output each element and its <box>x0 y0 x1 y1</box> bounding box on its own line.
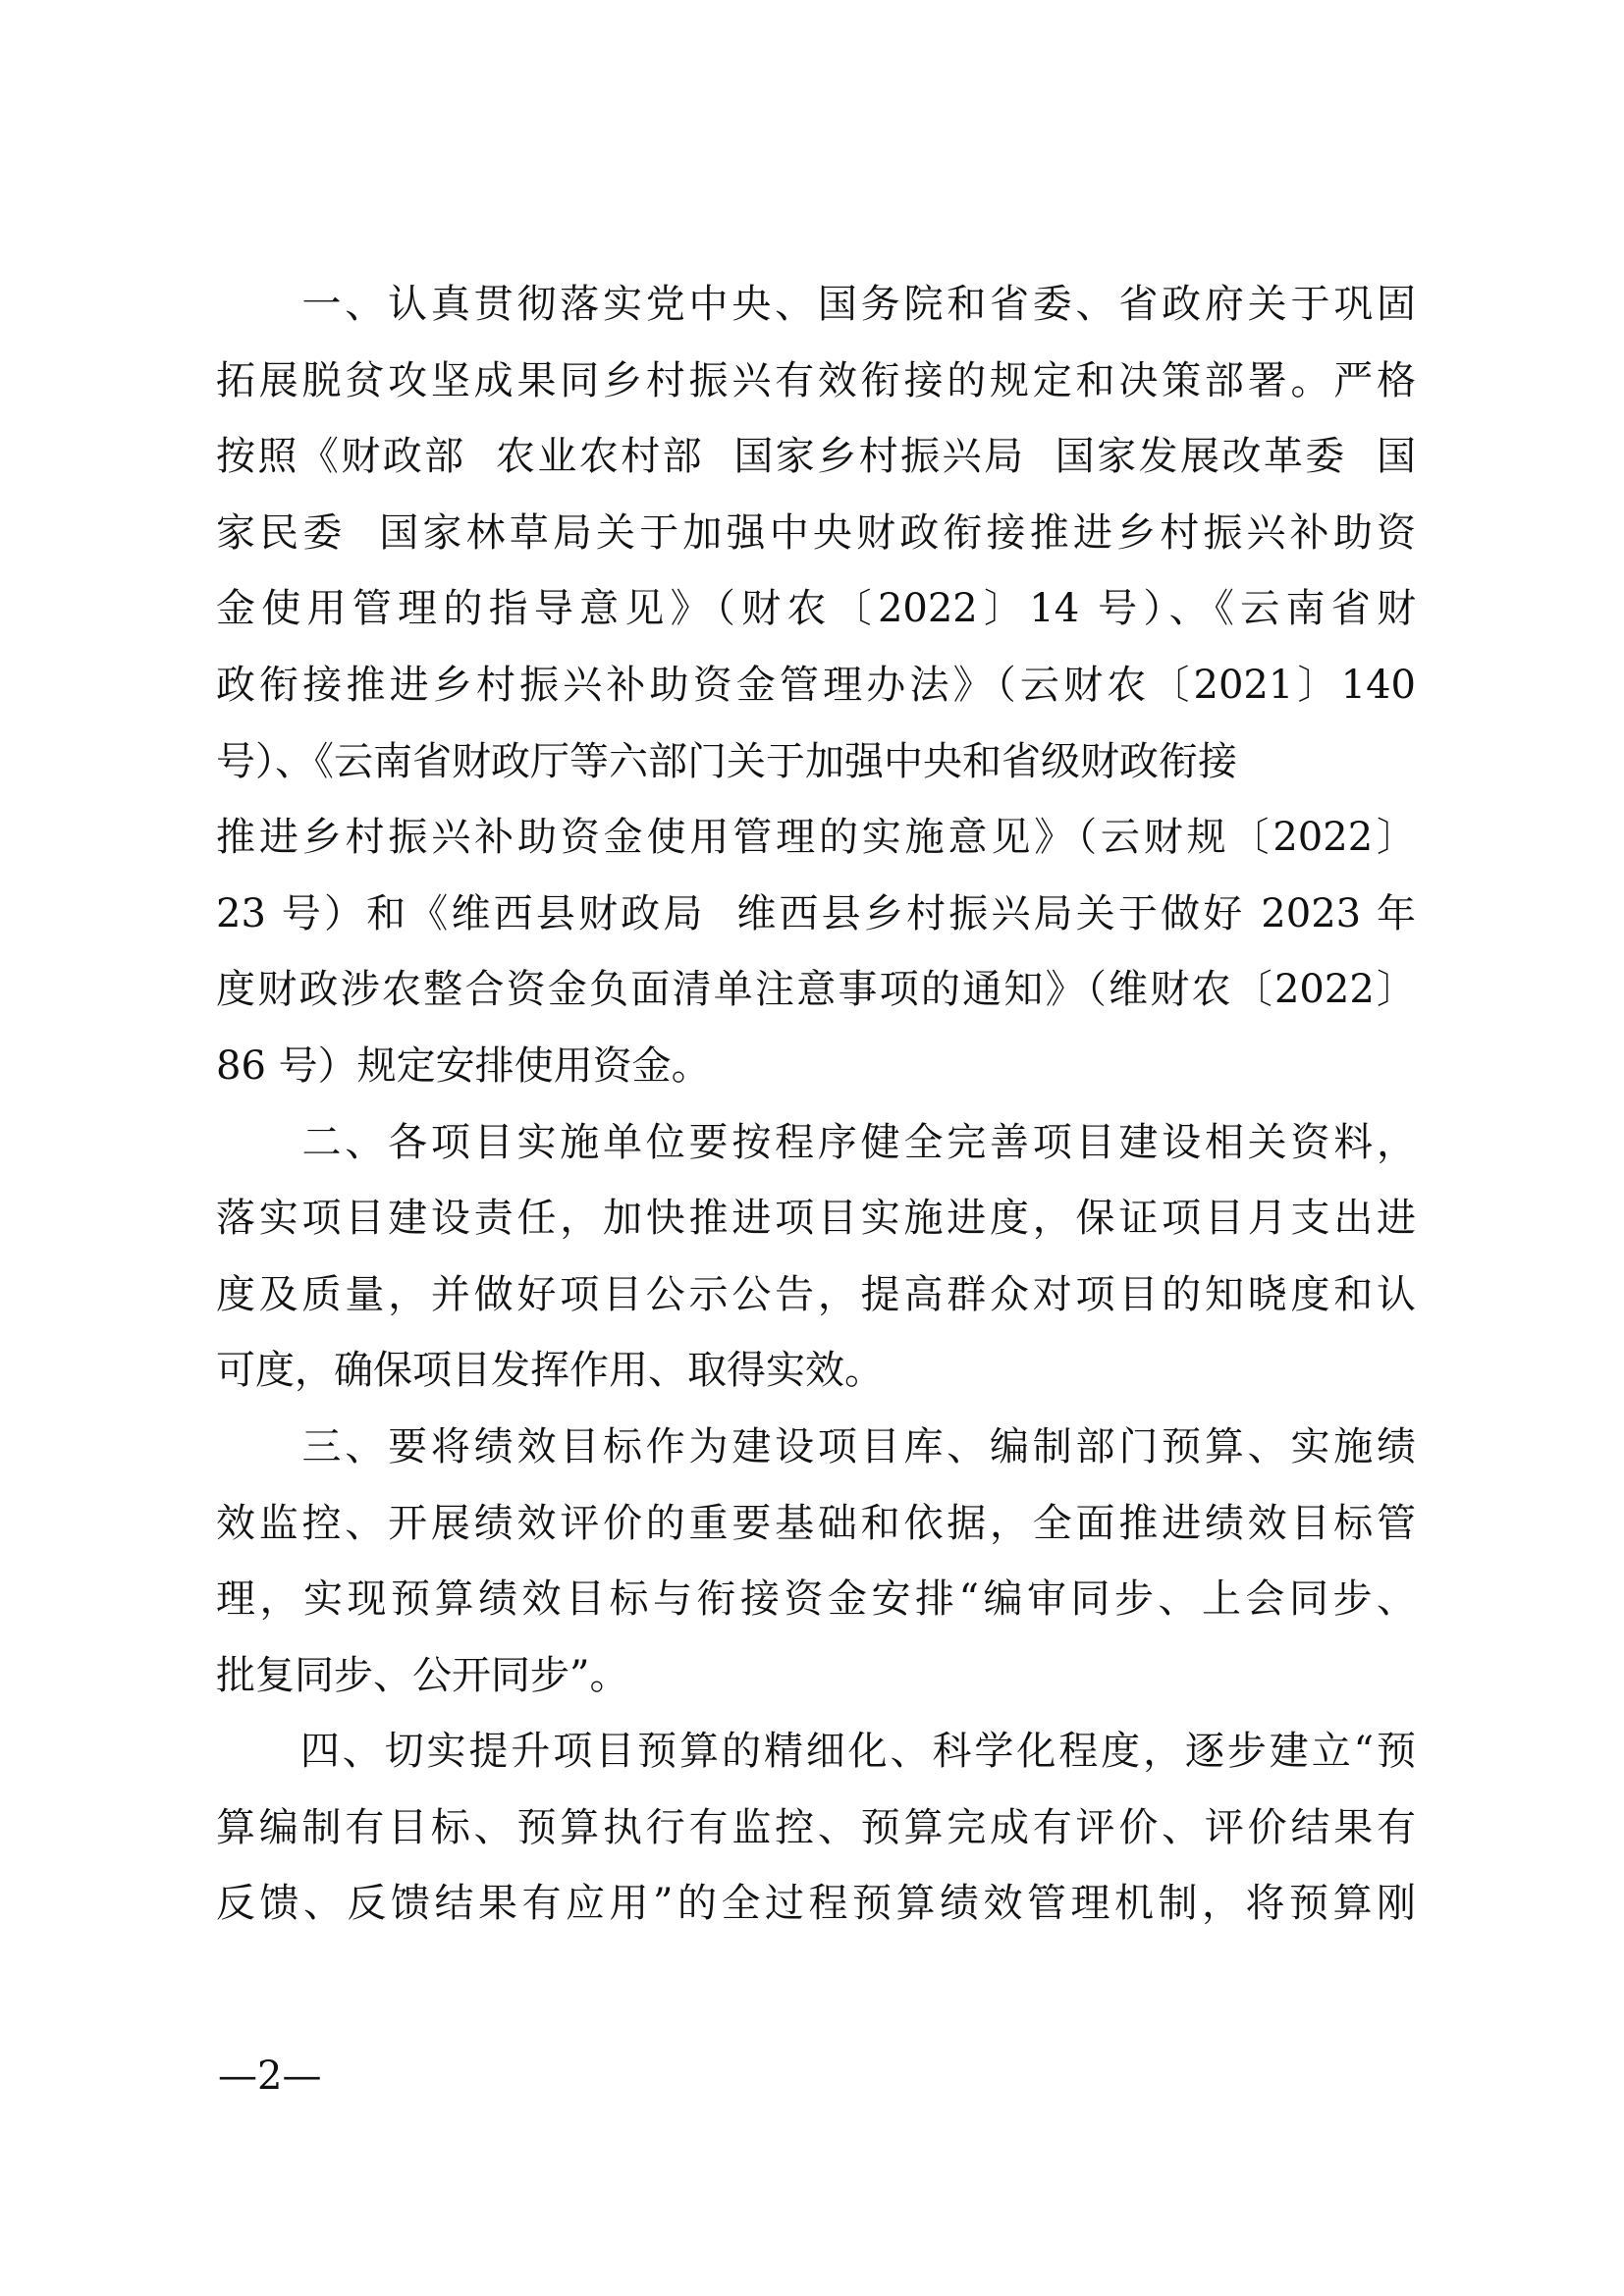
document-body <box>216 267 1416 1943</box>
paragraph-2 <box>216 1105 1416 1410</box>
text-line: 号）、《云南省财政厅等六部门关于加强中央和省级财政衔接 <box>216 738 1237 784</box>
paragraph-3 <box>216 1410 1416 1714</box>
text-line: 拓展脱贫攻坚成果同乡村振兴有效衔接的规定和决策部署。严格 <box>216 357 1416 403</box>
text-line: 金使用管理的指导意见》（财农〔2022〕14 号）、《云南省财 <box>216 586 1416 632</box>
text-line: 度及质量，并做好项目公示公告，提高群众对项目的知晓度和认 <box>216 1271 1416 1317</box>
text-line: 家民委 国家林草局关于加强中央财政衔接推进乡村振兴补助资 <box>216 509 1416 556</box>
text-line: 理，实现预算绩效目标与衔接资金安排“编审同步、上会同步、 <box>216 1576 1416 1623</box>
text-line: 四、切实提升项目预算的精细化、科学化程度，逐步建立“预 <box>216 1729 1416 1775</box>
text-line: 一、认真贯彻落实党中央、国务院和省委、省政府关于巩固 <box>216 282 1416 327</box>
text-line: 算编制有目标、预算执行有监控、预算完成有评价、评价结果有 <box>216 1804 1416 1850</box>
text-line: 反馈、反馈结果有应用”的全过程预算绩效管理机制，将预算刚 <box>216 1881 1416 1927</box>
paragraph-1 <box>216 267 1416 1105</box>
text-line: 推进乡村振兴补助资金使用管理的实施意见》（云财规〔2022〕 <box>216 815 1416 861</box>
text-line: 可度，确保项目发挥作用、取得实效。 <box>216 1348 884 1394</box>
text-line: 效监控、开展绩效评价的重要基础和依据，全面推进绩效目标管 <box>216 1500 1416 1546</box>
text-line: 23 号）和《维西县财政局 维西县乡村振兴局关于做好 2023 年 <box>216 890 1416 936</box>
text-line: 落实项目建设责任，加快推进项目实施进度，保证项目月支出进 <box>216 1196 1416 1242</box>
text-line: 三、要将绩效目标作为建设项目库、编制部门预算、实施绩 <box>216 1423 1416 1469</box>
text-line: 度财政涉农整合资金负面清单注意事项的通知》（维财农〔2022〕 <box>216 967 1416 1013</box>
paragraph-4 <box>216 1714 1416 1943</box>
text-line: 按照《财政部 农业农村部 国家乡村振兴局 国家发展改革委 国 <box>216 434 1416 480</box>
text-line: 86 号）规定安排使用资金。 <box>216 1042 711 1089</box>
text-line: 批复同步、公开同步”。 <box>216 1652 629 1698</box>
text-line: 二、各项目实施单位要按程序健全完善项目建设相关资料， <box>216 1119 1416 1165</box>
text-line: 政衔接推进乡村振兴补助资金管理办法》（云财农〔2021〕140 <box>216 662 1416 708</box>
page-number: —2— <box>218 2054 322 2099</box>
